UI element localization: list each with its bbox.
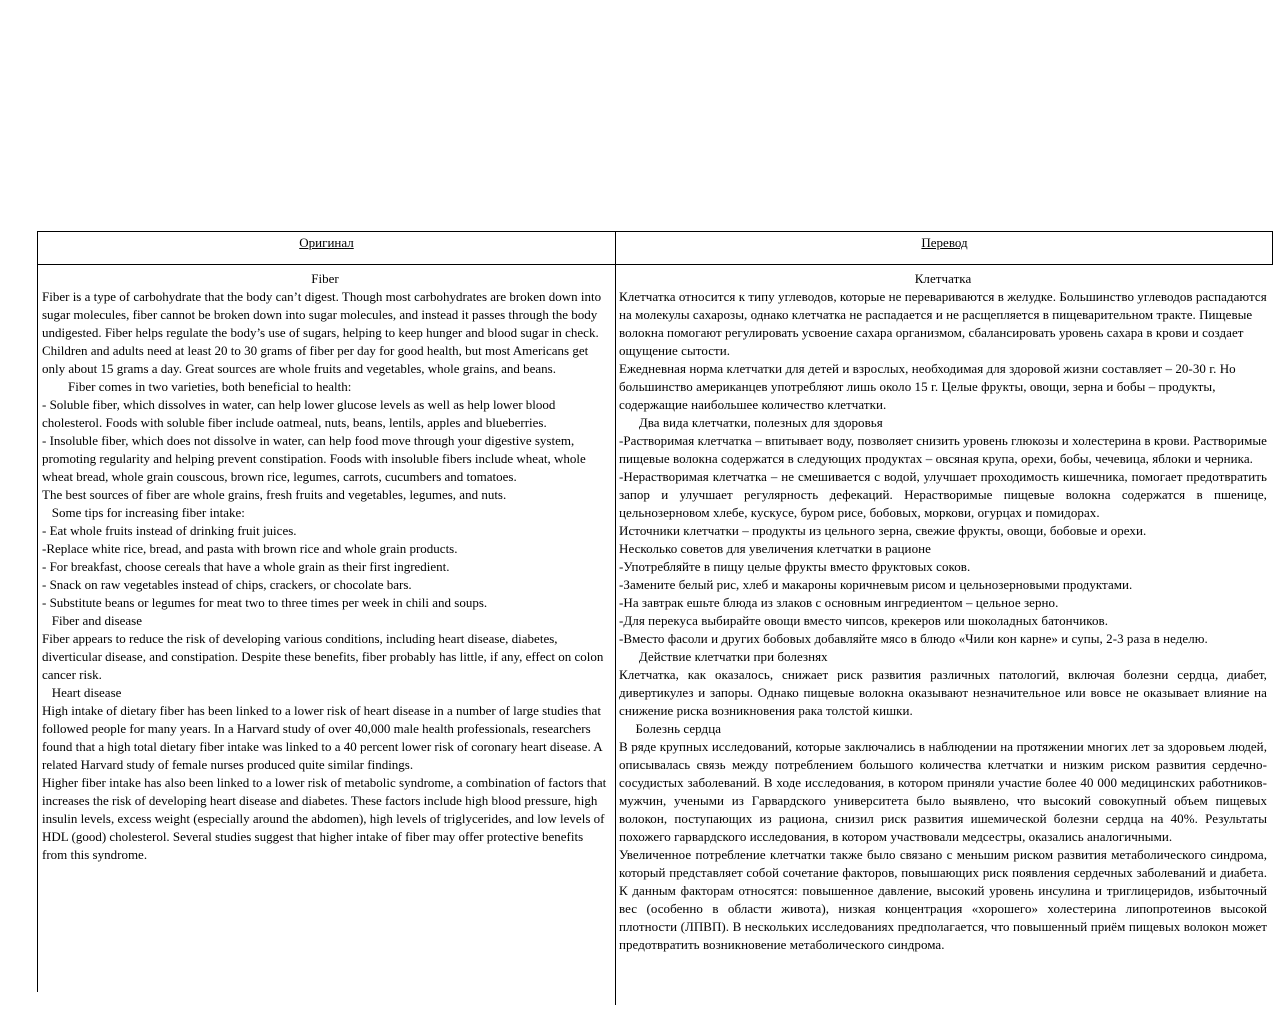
comparison-table bbox=[37, 231, 1273, 992]
translation-column[interactable] bbox=[619, 270, 1267, 1006]
original-paragraph: - Soluble fiber, which dissolves in water, can help lower glucose levels as well as help lower blood cholesterol. Foods with soluble fiber include oatmeal, nuts, beans, lentils, apples and blueberries. bbox=[42, 397, 556, 430]
original-paragraph: - Insoluble fiber, which does not dissolve in water, can help food move through your digestive system, promoting regularity and helping prevent constipation. Foods with insoluble fibers include wheat, whole wheat bread, whole grain couscous, brown rice, legumes, carrots, cucumbers and tomatoes. bbox=[42, 433, 586, 484]
original-title: Fiber bbox=[311, 271, 339, 286]
header-translation: Перевод bbox=[921, 235, 968, 250]
original-subheading: Heart disease bbox=[42, 685, 122, 700]
original-paragraph: Fiber is a type of carbohydrate that the body can’t digest. Though most carbohydrates are broken down into sugar molecules, fiber cannot be broken down into sugar molecules, and instead it passes through the body undigested. Fiber helps regulate the body’s use of sugars, helping to keep hunger and blood sugar in check. bbox=[42, 289, 602, 340]
original-paragraph: High intake of dietary fiber has been linked to a lower risk of heart disease in a number of large studies that followed people for many years. In a Harvard study of over 40,000 male health professionals, researchers found that a high total dietary fiber intake was linked to a 40 percent lower risk of coronary heart disease. A related Harvard study of female nurses produced quite similar findings. bbox=[42, 703, 602, 772]
original-paragraph: Some tips for increasing fiber intake: bbox=[42, 505, 245, 520]
original-tip: - Eat whole fruits instead of drinking fruit juices. bbox=[42, 523, 297, 538]
original-paragraph: Higher fiber intake has also been linked to a lower risk of metabolic syndrome, a combination of factors that increases the risk of developing heart disease and diabetes. These factors include high blood pressure, high insulin levels, excess weight (especially around the abdomen), high levels of triglycerides, and low levels of HDL (good) cholesterol. Several studies suggest that higher intake of fiber may offer protective benefits from this syndrome. bbox=[42, 775, 607, 862]
original-paragraph: Children and adults need at least 20 to 30 grams of fiber per day for good health, but most Americans get only about 15 grams a day. Great sources are whole fruits and vegetables, whole grains, and beans. bbox=[42, 343, 589, 376]
header-original: Оригинал bbox=[299, 235, 354, 250]
translation-paragraph: -Нерастворимая клетчатка – не смешивается с водой, улучшает проходимость кишечника, помогает предотвратить запор и улучшает регулярность дефекаций. Нерастворимые пищевые волокна содержатся в пшенице, цельнозерновом хлебе, кускусе, буром рисе, бобовых, моркови, огурцах и помидорах. bbox=[619, 469, 1267, 520]
translation-paragraph: Ежедневная норма клетчатки для детей и взрослых, необходимая для здоровой жизни составляет – 20-30 г. Но большинство американцев употребляют лишь около 15 г. Целые фрукты, овощи, зерна и бобы – продукты, содержащие наибольшее количество клетчатки. bbox=[619, 361, 1236, 412]
translation-paragraph: Несколько советов для увеличения клетчатки в рационе bbox=[619, 541, 931, 556]
original-paragraph: Fiber comes in two varieties, both beneficial to health: bbox=[42, 379, 352, 394]
translation-tip: -На завтрак ешьте блюда из злаков с основным ингредиентом – цельное зерно. bbox=[619, 595, 1059, 610]
translation-paragraph: Клетчатка относится к типу углеводов, которые не перевариваются в желудке. Большинство углеводов распадаются на молекулы сахарозы, однако клетчатка не распадается и не расщепляется в пищеварительном тракте. Пищевые волокна помогают регулировать усвоение сахара организмом, сбалансировать уровень сахара в крови и создает ощущение сытости. bbox=[619, 289, 1267, 358]
original-tip: -Replace white rice, bread, and pasta with brown rice and whole grain products. bbox=[42, 541, 458, 556]
translation-paragraph: В ряде крупных исследований, которые заключались в наблюдении на протяжении многих лет за здоровьем людей, описывалась связь между потреблением большого количества клетчатки и низким риском развития сердечно-сосудистых заболеваний. В ходе исследования, в котором приняли участие более 40 000 медицинских работников-мужчин, учеными из Гарвардского университета было выявлено, что высокий совокупный объем пищевых волокон, поступающих из рациона, снизил риск развития ишемической болезни сердца на 40%. Результаты похожего гарвардского исследования, в котором участвовали медсестры, оказались аналогичными. bbox=[619, 739, 1267, 844]
translation-paragraph: -Растворимая клетчатка – впитывает воду, позволяет снизить уровень глюкозы и холестерина в крови. Растворимые пищевые волокна содержатся в следующих продуктах – овсяная крупа, орехи, бобы, чечевица, яблоки и черника. bbox=[619, 433, 1267, 466]
translation-subheading: Действие клетчатки при болезнях bbox=[619, 649, 828, 664]
translation-paragraph: Два вида клетчатки, полезных для здоровья bbox=[619, 415, 883, 430]
column-divider bbox=[615, 232, 616, 1005]
original-subheading: Fiber and disease bbox=[42, 613, 143, 628]
translation-title: Клетчатка bbox=[914, 271, 972, 286]
original-tip: - Substitute beans or legumes for meat two to three times per week in chili and soups. bbox=[42, 595, 488, 610]
original-paragraph: Fiber appears to reduce the risk of developing various conditions, including heart disease, diabetes, diverticular disease, and constipation. Despite these benefits, fiber probably has little, if any, effect on colon cancer risk. bbox=[42, 631, 604, 682]
translation-tip: -Употребляйте в пищу целые фрукты вместо фруктовых соков. bbox=[619, 559, 971, 574]
translation-subheading: Болезнь сердца bbox=[619, 721, 722, 736]
translation-paragraph: Источники клетчатки – продукты из цельного зерна, свежие фрукты, овощи, бобовые и орехи. bbox=[619, 523, 1147, 538]
translation-tip: -Замените белый рис, хлеб и макароны коричневым рисом и цельнозерновыми продуктами. bbox=[619, 577, 1133, 592]
header-divider bbox=[38, 264, 1273, 265]
original-paragraph: The best sources of fiber are whole grains, fresh fruits and vegetables, legumes, and nuts. bbox=[42, 487, 507, 502]
original-tip: - Snack on raw vegetables instead of chips, crackers, or chocolate bars. bbox=[42, 577, 412, 592]
original-tip: - For breakfast, choose cereals that have a whole grain as their first ingredient. bbox=[42, 559, 450, 574]
translation-tip: -Для перекуса выбирайте овощи вместо чипсов, крекеров или шоколадных батончиков. bbox=[619, 613, 1109, 628]
translation-tip: -Вместо фасоли и других бобовых добавляйте мясо в блюдо «Чили кон карне» и супы, 2-3 раза в неделю. bbox=[619, 631, 1208, 646]
original-column[interactable] bbox=[42, 270, 608, 1010]
translation-paragraph: Клетчатка, как оказалось, снижает риск развития различных патологий, включая болезни сердца, диабет, дивертикулез и запоры. Однако пищевые волокна оказывают незначительное или вовсе не оказывает влияние на снижение риска возникновения рака толстой кишки. bbox=[619, 667, 1267, 718]
translation-paragraph: Увеличенное потребление клетчатки также было связано с меньшим риском развития метаболического синдрома, который представляет собой сочетание факторов, повышающих риск появления сердечных заболеваний и диабета. К данным факторам относятся: повышенное давление, высокий уровень инсулина и триглицеридов, избыточный вес (особенно в области живота), низкая концентрация «хорошего» холестерина липопротеинов высокой плотности (ЛПВП). В нескольких исследованиях предполагается, что повышенный приём пищевых волокон может предотвратить возникновение метаболического синдрома. bbox=[619, 847, 1267, 952]
